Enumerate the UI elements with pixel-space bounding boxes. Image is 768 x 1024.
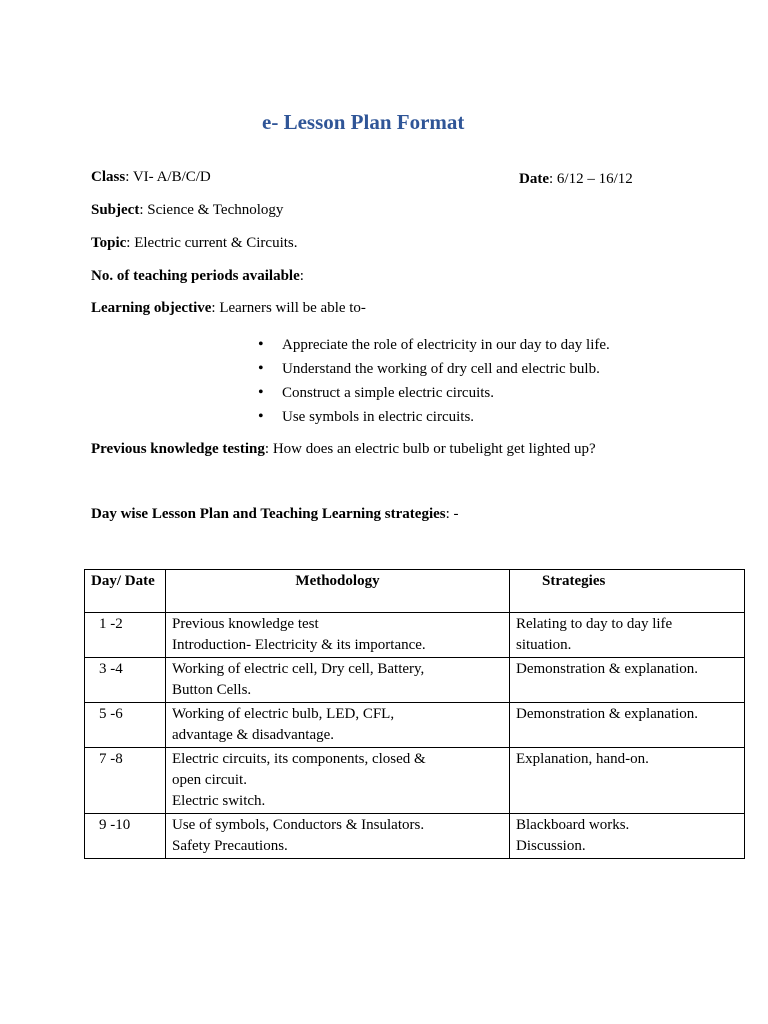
methodology-line: Use of symbols, Conductors & Insulators.	[172, 817, 425, 833]
objective-value: : Learners will be able to-	[211, 300, 366, 316]
strategies-line: Demonstration & explanation.	[516, 661, 699, 677]
table-row	[85, 658, 745, 703]
objective-line	[91, 298, 366, 318]
list-item: • Construct a simple electric circuits.	[258, 381, 610, 405]
methodology-cell	[166, 814, 510, 859]
list-item: • Use symbols in electric circuits.	[258, 405, 610, 429]
strategies-cell	[510, 814, 745, 859]
objectives-list	[258, 333, 610, 429]
methodology-line: Working of electric cell, Dry cell, Battery,	[172, 661, 425, 677]
strategies-line: Discussion.	[516, 838, 586, 854]
methodology-line: Electric switch.	[172, 793, 266, 809]
strategies-cell	[510, 703, 745, 748]
table-row	[85, 703, 745, 748]
day-cell: 3 -4	[85, 658, 166, 703]
strategies-cell	[510, 748, 745, 814]
previous-knowledge-label: Previous knowledge testing	[91, 441, 265, 457]
strategies-cell	[510, 613, 745, 658]
class-line	[91, 167, 211, 187]
periods-label: No. of teaching periods available	[91, 268, 300, 284]
date-line	[519, 169, 633, 189]
periods-line	[91, 266, 304, 286]
day-cell: 9 -10	[85, 814, 166, 859]
periods-value: :	[299, 268, 304, 284]
strategies-line: Demonstration & explanation.	[516, 706, 699, 722]
day-cell: 1 -2	[85, 613, 166, 658]
previous-knowledge-value: : How does an electric bulb or tubelight get lighted up?	[264, 441, 596, 457]
methodology-cell	[166, 613, 510, 658]
methodology-line: advantage & disadvantage.	[172, 727, 335, 743]
table-row	[85, 748, 745, 814]
topic-line	[91, 233, 298, 253]
previous-knowledge-line	[91, 439, 596, 459]
lesson-plan-table	[84, 569, 745, 859]
page-title: e- Lesson Plan Format	[262, 110, 465, 134]
methodology-cell	[166, 748, 510, 814]
topic-label: Topic	[91, 235, 127, 251]
header-strategies: Strategies	[510, 570, 745, 613]
header-methodology: Methodology	[166, 570, 510, 613]
strategies-line: Explanation, hand-on.	[516, 751, 649, 767]
list-item: • Appreciate the role of electricity in our day to day life.	[258, 333, 610, 357]
table-row	[85, 613, 745, 658]
daywise-value: : -	[445, 506, 459, 522]
objective-label: Learning objective	[91, 300, 212, 316]
methodology-line: open circuit.	[172, 772, 247, 788]
subject-label: Subject	[91, 202, 140, 218]
topic-value: : Electric current & Circuits.	[126, 235, 298, 251]
methodology-line: Introduction- Electricity & its importance.	[172, 637, 426, 653]
methodology-line: Button Cells.	[172, 682, 252, 698]
day-cell: 5 -6	[85, 703, 166, 748]
methodology-cell	[166, 703, 510, 748]
date-value: : 6/12 – 16/12	[549, 171, 633, 187]
class-value: : VI- A/B/C/D	[125, 169, 211, 185]
methodology-line: Previous knowledge test	[172, 616, 319, 632]
daywise-label: Day wise Lesson Plan and Teaching Learning strategies	[91, 506, 446, 522]
header-day-date: Day/ Date	[85, 570, 166, 613]
methodology-cell	[166, 658, 510, 703]
methodology-line: Working of electric bulb, LED, CFL,	[172, 706, 395, 722]
subject-line	[91, 200, 283, 220]
day-cell: 7 -8	[85, 748, 166, 814]
date-label: Date	[519, 171, 549, 187]
strategies-line: situation.	[516, 637, 572, 653]
list-item: • Understand the working of dry cell and electric bulb.	[258, 357, 610, 381]
strategies-cell	[510, 658, 745, 703]
methodology-line: Electric circuits, its components, closed &	[172, 751, 426, 767]
table-row	[85, 814, 745, 859]
strategies-line: Blackboard works.	[516, 817, 630, 833]
table-header-row	[85, 570, 745, 613]
methodology-line: Safety Precautions.	[172, 838, 288, 854]
subject-value: : Science & Technology	[139, 202, 284, 218]
daywise-line	[91, 504, 459, 524]
strategies-line: Relating to day to day life	[516, 616, 673, 632]
class-label: Class	[91, 169, 126, 185]
